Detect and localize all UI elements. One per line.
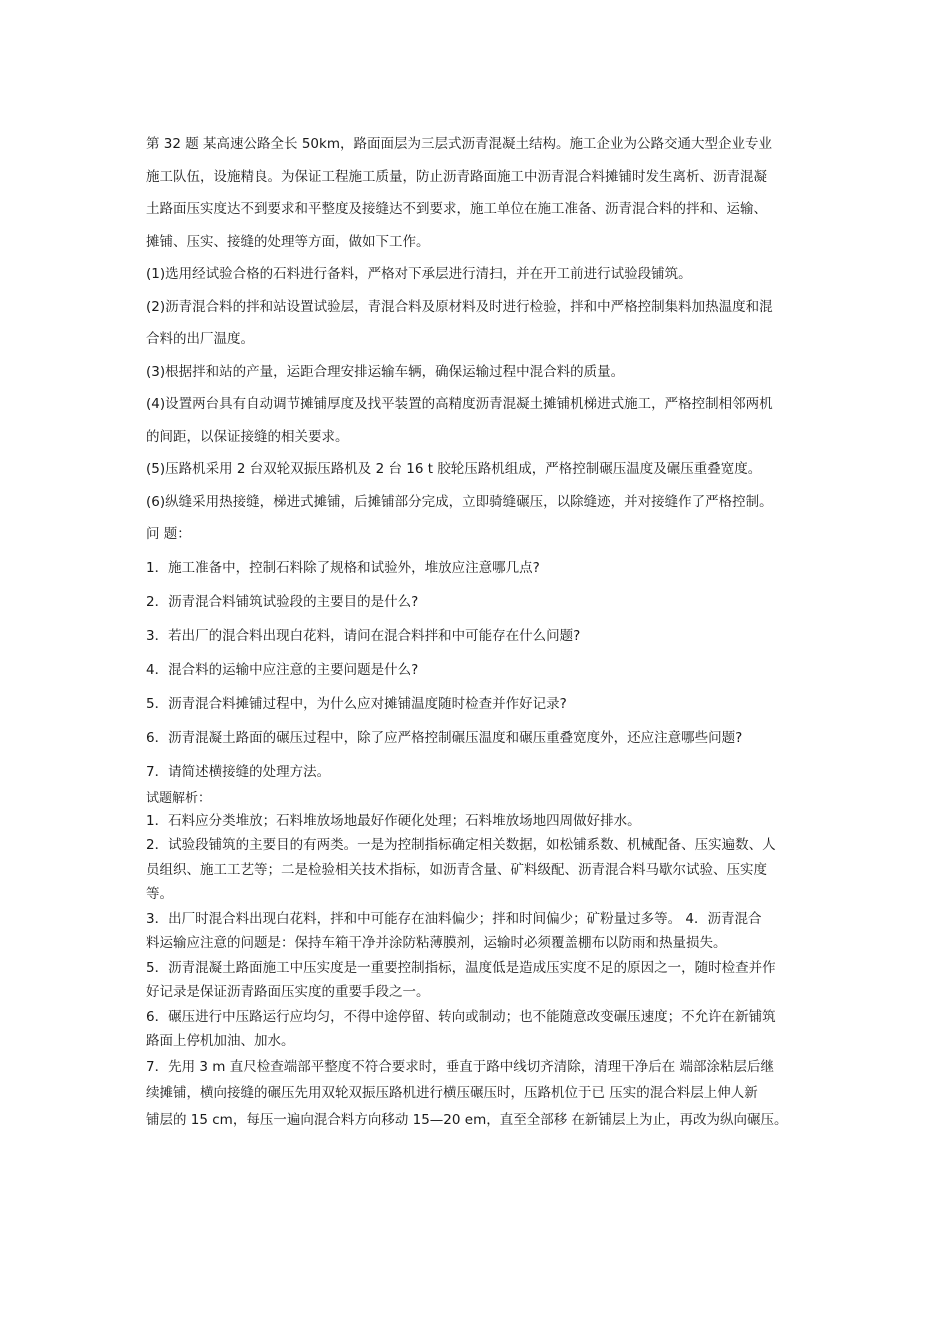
answers-list (146, 809, 822, 1134)
answer-line: 续摊铺，横向接缝的碾压先用双轮双振压路机进行横压碾压时，压路机位于已 压实的混合料层上伸人新 (146, 1085, 758, 1101)
question-item: 4．混合料的运输中应注意的主要问题是什么? (146, 661, 419, 678)
answer-line: 路面上停机加油、加水。 (146, 1033, 295, 1049)
measures-list (146, 258, 822, 518)
measure-item-continued: 合料的出厂温度。 (146, 331, 254, 347)
measure-item: (3)根据拌和站的产量，运距合理安排运输车辆，确保运输过程中混合料的质量。 (146, 363, 625, 380)
question-item: 7．请简述横接缝的处理方法。 (146, 763, 331, 780)
question-intro (146, 128, 822, 258)
question-item: 5．沥青混合料摊铺过程中，为什么应对摊铺温度随时检查并作好记录? (146, 695, 567, 712)
intro-line: 摊铺、压实、接缝的处理等方面，做如下工作。 (146, 233, 430, 250)
answer-line: 员组织、施工工艺等；二是检验相关技术指标，如沥青含量、矿料级配、沥青混合料马歇尔试验、压实度 (146, 861, 767, 878)
answer-line: 5．沥青混凝土路面施工中压实度是一重要控制指标，温度低是造成压实度不足的原因之一，随时检查并作 (146, 959, 776, 976)
document-page (146, 128, 822, 1133)
question-item: 1．施工准备中，控制石料除了规格和试验外，堆放应注意哪几点? (146, 559, 540, 576)
questions-heading: 问 题： (146, 526, 191, 542)
question-item: 3．若出厂的混合料出现白花料，请问在混合料拌和中可能存在什么问题? (146, 627, 581, 644)
measure-item: (2)沥青混合料的拌和站设置试验层，青混合料及原材料及时进行检验，拌和中严格控制集料加热温度和混 (146, 298, 773, 315)
intro-line: 土路面压实度达不到要求和平整度及接缝达不到要求，施工单位在施工准备、沥青混合料的拌和、运输、 (146, 201, 767, 217)
answer-line: 料运输应注意的问题是：保持车箱干净并涂防粘薄膜剂，运输时必须覆盖棚布以防雨和热量损失。 (146, 935, 727, 951)
question-item: 6．沥青混凝土路面的碾压过程中，除了应严格控制碾压温度和碾压重叠宽度外，还应注意哪些问题? (146, 729, 743, 746)
answer-line: 7．先用 3 m 直尺检查端部平整度不符合要求时，垂直于路中线切齐清除，清理干净后在 端部涂粘层后继 (146, 1058, 774, 1075)
answer-line: 好记录是保证沥青路面压实度的重要手段之一。 (146, 984, 430, 1000)
measure-item-continued: 的间距，以保证接缝的相关要求。 (146, 428, 349, 445)
question-item: 2．沥青混合料铺筑试验段的主要目的是什么? (146, 593, 419, 610)
answer-line: 铺层的 15 cm，每压一遍向混合料方向移动 15—20 em，直至全部移 在新铺层上为止，再改为纵向碾压。 (146, 1111, 788, 1128)
measure-item: (6)纵缝采用热接缝，梯进式摊铺，后摊铺部分完成，立即骑缝碾压，以除缝迹，并对接缝作了严格控制。 (146, 493, 773, 510)
answer-line: 3．出厂时混合料出现白花料，拌和中可能存在油料偏少；拌和时间偏少；矿粉量过多等。 4．沥青混合 (146, 910, 762, 927)
answer-line: 等。 (146, 886, 173, 902)
intro-line: 第 32 题 某高速公路全长 50km，路面面层为三层式沥青混凝土结构。施工企业为公路交通大型企业专业 (146, 136, 772, 152)
answer-line: 2．试验段铺筑的主要目的有两类。一是为控制指标确定相关数据，如松铺系数、机械配备、压实遍数、人 (146, 837, 776, 853)
answers-heading: 试题解析： (146, 790, 212, 806)
measure-item: (1)选用经试验合格的石料进行备料，严格对下承层进行清扫，并在开工前进行试验段铺筑。 (146, 266, 692, 282)
intro-line: 施工队伍，设施精良。为保证工程施工质量，防止沥青路面施工中沥青混合料摊铺时发生离析、沥青混凝 (146, 168, 767, 185)
measure-item: (4)设置两台具有自动调节摊铺厚度及找平装置的高精度沥青混凝土摊铺机梯进式施工，严格控制相邻两机 (146, 396, 773, 412)
measure-item: (5)压路机采用 2 台双轮双振压路机及 2 台 16 t 胶轮压路机组成，严格控制碾压温度及碾压重叠宽度。 (146, 461, 762, 477)
questions-list (146, 551, 822, 789)
answer-line: 6．碾压进行中压路运行应均匀，不得中途停留、转向或制动；也不能随意改变碾压速度；不允许在新铺筑 (146, 1008, 776, 1025)
answer-line: 1．石料应分类堆放；石料堆放场地最好作硬化处理；石料堆放场地四周做好排水。 (146, 812, 641, 829)
